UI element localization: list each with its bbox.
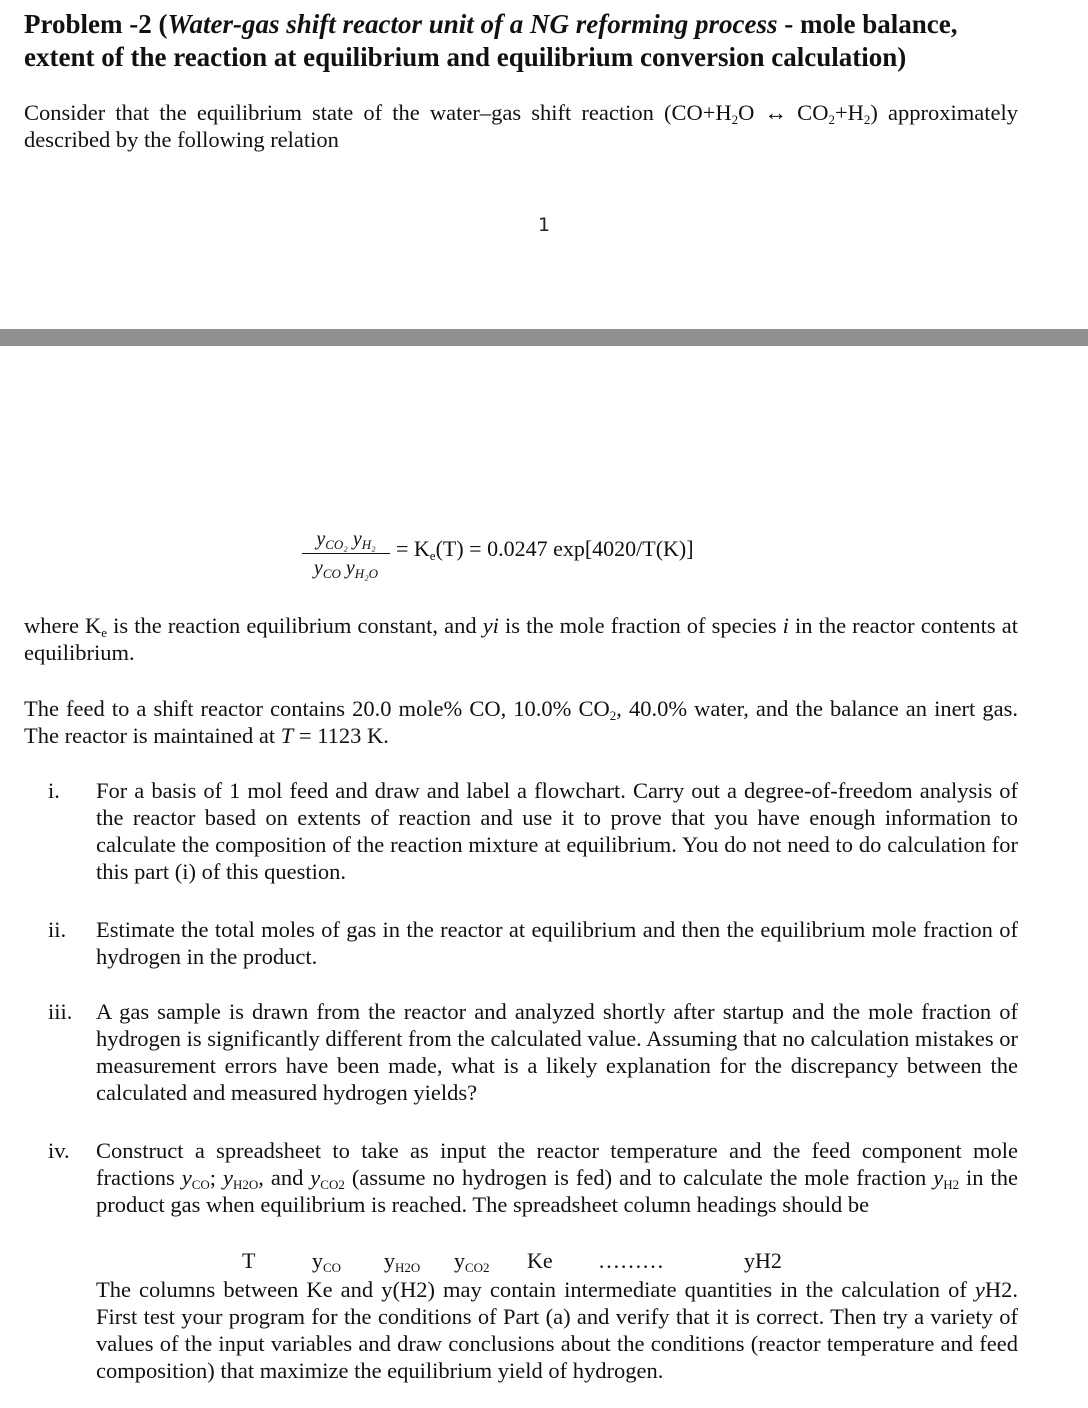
equation-rhs: = $K_e(T) = 0.0247$ exp[4020/T(K)] xyxy=(396,536,694,563)
part-ii-number: ii. xyxy=(48,917,67,942)
heading-t: T xyxy=(242,1248,256,1273)
problem-title xyxy=(24,8,1064,74)
intro-paragraph: Consider that the equilibrium state of the water–gas shift reaction ($CO+H_2O$ ↔ $CO_2+H_2$) approximately described by the following relation xyxy=(24,100,1018,152)
equation-numerator: $y_{CO_2}$ $y_{H_2}$ xyxy=(316,528,376,552)
page-divider xyxy=(0,329,1088,346)
feed-paragraph: The feed to a shift reactor contains 20.0 mole% CO, 10.0% $CO_2$, 40.0% water, and the balance an inert gas. The reactor is maintained at T = 1123 K. xyxy=(24,696,1018,748)
part-i-text: For a basis of 1 mol feed and draw and label a flowchart. Carry out a degree-of-freedom analysis of the reactor based on extents of reaction and use it to prove that you have enough information to calculate the composition of the reaction mixture at equilibrium. You do not need to do calculation for this part (i) of this question. xyxy=(96,778,1018,884)
where-paragraph: where $K_e$ is the reaction equilibrium constant, and yi is the mole fraction of species i in the reactor contents at equilibrium. xyxy=(24,613,1018,665)
part-iv-text: Construct a spreadsheet to take as input the reactor temperature and the feed component mole fractions $y_{CO}$; $y_{H2O}$, and $y_{CO2}$ (assume no hydrogen is fed) and to calculate the mole fraction $y_{H2}$ in the product gas when equilibrium is reached. The spreadsheet column headings should be xyxy=(96,1138,1018,1217)
heading-yh2o: $y_{H2O}$ xyxy=(384,1248,421,1275)
equation-fraction xyxy=(302,527,390,580)
part-iii-text: A gas sample is drawn from the reactor and analyzed shortly after startup and the mole fraction of hydrogen is significantly different from the calculated value. Assuming that no calculation mistakes or measurement errors have been made, what is a likely explanation for the discrepancy between the calculated and measured hydrogen yields? xyxy=(96,999,1018,1105)
part-i-number: i. xyxy=(48,778,60,803)
equation-denominator: $y_{CO}$ $y_{H_2O}$ xyxy=(313,557,379,581)
part-iv-number: iv. xyxy=(48,1138,70,1163)
heading-yh2: yH2 xyxy=(744,1248,782,1273)
heading-dots: ……… xyxy=(598,1248,664,1273)
part-iii-number: iii. xyxy=(48,999,73,1024)
heading-ke: Ke xyxy=(527,1248,553,1273)
heading-yco2: $y_{CO2}$ xyxy=(454,1248,490,1275)
spreadsheet-headings xyxy=(96,1248,1018,1276)
heading-yco: $y_{CO}$ xyxy=(312,1248,342,1275)
title-line-1: Problem -2 (Water-gas shift reactor unit of a NG reforming process - mole balance, xyxy=(24,9,958,39)
part-ii-text: Estimate the total moles of gas in the reactor at equilibrium and then the equilibrium mole fraction of hydrogen in the product. xyxy=(96,917,1018,969)
title-line-2: extent of the reaction at equilibrium and equilibrium conversion calculation) xyxy=(24,42,907,72)
part-iv-conclusion: The columns between Ke and y(H2) may contain intermediate quantities in the calculation of yH2. First test your program for the conditions of Part (a) and verify that it is correct. Then try a variety of values of the input variables and draw conclusions about the conditions (reactor temperature and feed composition) that maximize the equilibrium yield of hydrogen. xyxy=(96,1277,1018,1383)
page-number: 1 xyxy=(537,214,551,236)
